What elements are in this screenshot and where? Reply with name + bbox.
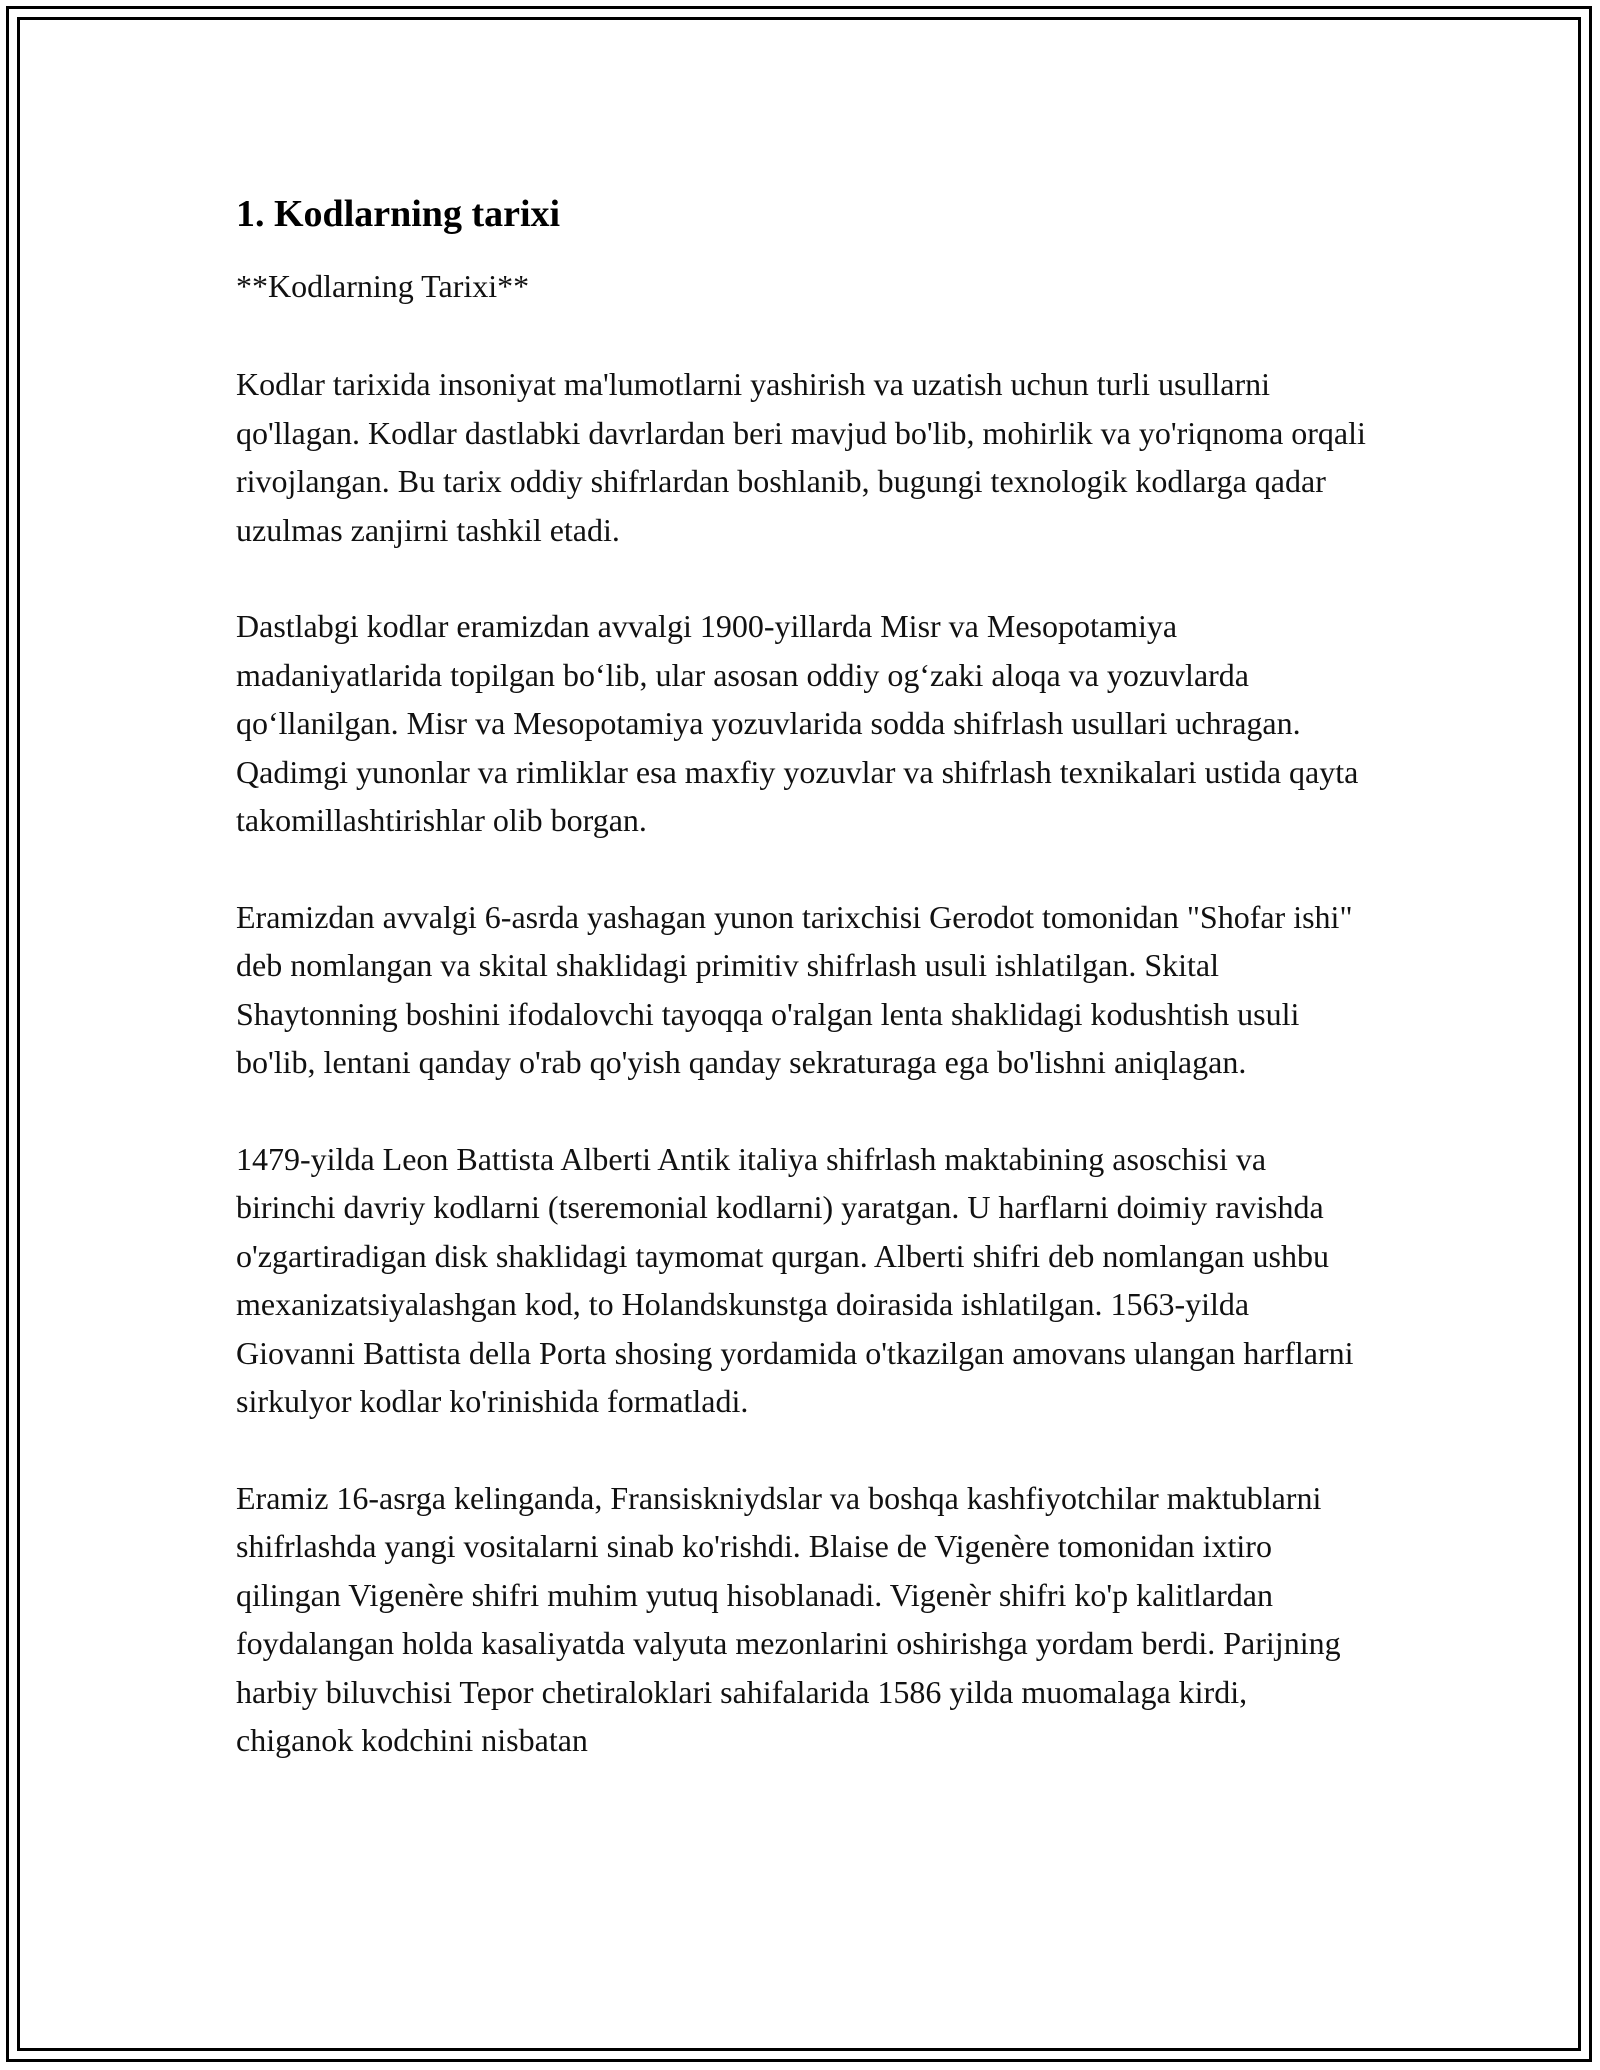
paragraph-2: Dastlabgi kodlar eramizdan avvalgi 1900-yillarda Misr va Mesopotamiya madaniyatlarida topilgan bo‘lib, ular asosan oddiy og‘zaki aloqa va yozuvlarda qo‘llanilgan. Misr va Mesopotamiya yozuvlarida sodda shifrlash usullari uchragan. Qadimgi yunonlar va rimliklar esa maxfiy yozuvlar va shifrlash texnikalari ustida qayta takomillashtirishlar olib borgan. [236, 608, 1359, 838]
paragraph-1: Kodlar tarixida insoniyat ma'lumotlarni yashirish va uzatish uchun turli usullarni qo'llagan. Kodlar dastlabki davrlardan beri mavjud bo'lib, mohirlik va yo'riqnoma orqali rivojlangan. Bu tarix oddiy shifrlardan boshlanib, bugungi texnologik kodlarga qadar uzulmas zanjirni tashkil etadi. [236, 366, 1366, 548]
paragraph-3: Eramizdan avvalgi 6-asrda yashagan yunon tarixchisi Gerodot tomonidan "Shofar ishi" deb nomlangan va skital shaklidagi primitiv shifrlash usuli ishlatilgan. Skital Shaytonning boshini ifodalovchi tayoqqa o'ralgan lenta shaklidagi kodushtish usuli bo'lib, lentani qanday o'rab qo'yish qanday sekraturaga ega bo'lishni aniqlagan. [236, 898, 1353, 1080]
section-heading: 1. Kodlarning tarixi [236, 193, 561, 235]
paragraph-4: 1479-yilda Leon Battista Alberti Antik italiya shifrlash maktabining asoschisi va birinchi davriy kodlarni (tseremonial kodlarni) yaratgan. U harflarni doimiy ravishda o'zgartiradigan disk shaklidagi taymomat qurgan. Alberti shifri deb nomlangan ushbu mexanizatsiyalashgan kod, to Holandskunstga doirasida ishlatilgan. 1563-yilda Giovanni Battista della Porta shosing yordamida o'tkazilgan amovans ulangan harflarni sirkulyor kodlar ko'rinishida formatladi. [236, 1140, 1354, 1419]
document-body [236, 190, 1366, 1813]
paragraph-5: Eramiz 16-asrga kelinganda, Fransiskniydslar va boshqa kashfiyotchilar maktublarni shifrlashda yangi vositalarni sinab ko'rishdi. Blaise de Vigenère tomonidan ixtiro qilingan Vigenère shifri muhim yutuq hisoblanadi. Vigenèr shifri ko'p kalitlardan foydalangan holda kasaliyatda valyuta mezonlarini oshirishga yordam berdi. Parijning harbiy biluvchisi Tepor chetiraloklari sahifalarida 1586 yilda muomalaga kirdi, chiganok kodchini nisbatan [236, 1479, 1341, 1758]
section-subtitle: **Kodlarning Tarixi** [236, 268, 530, 304]
